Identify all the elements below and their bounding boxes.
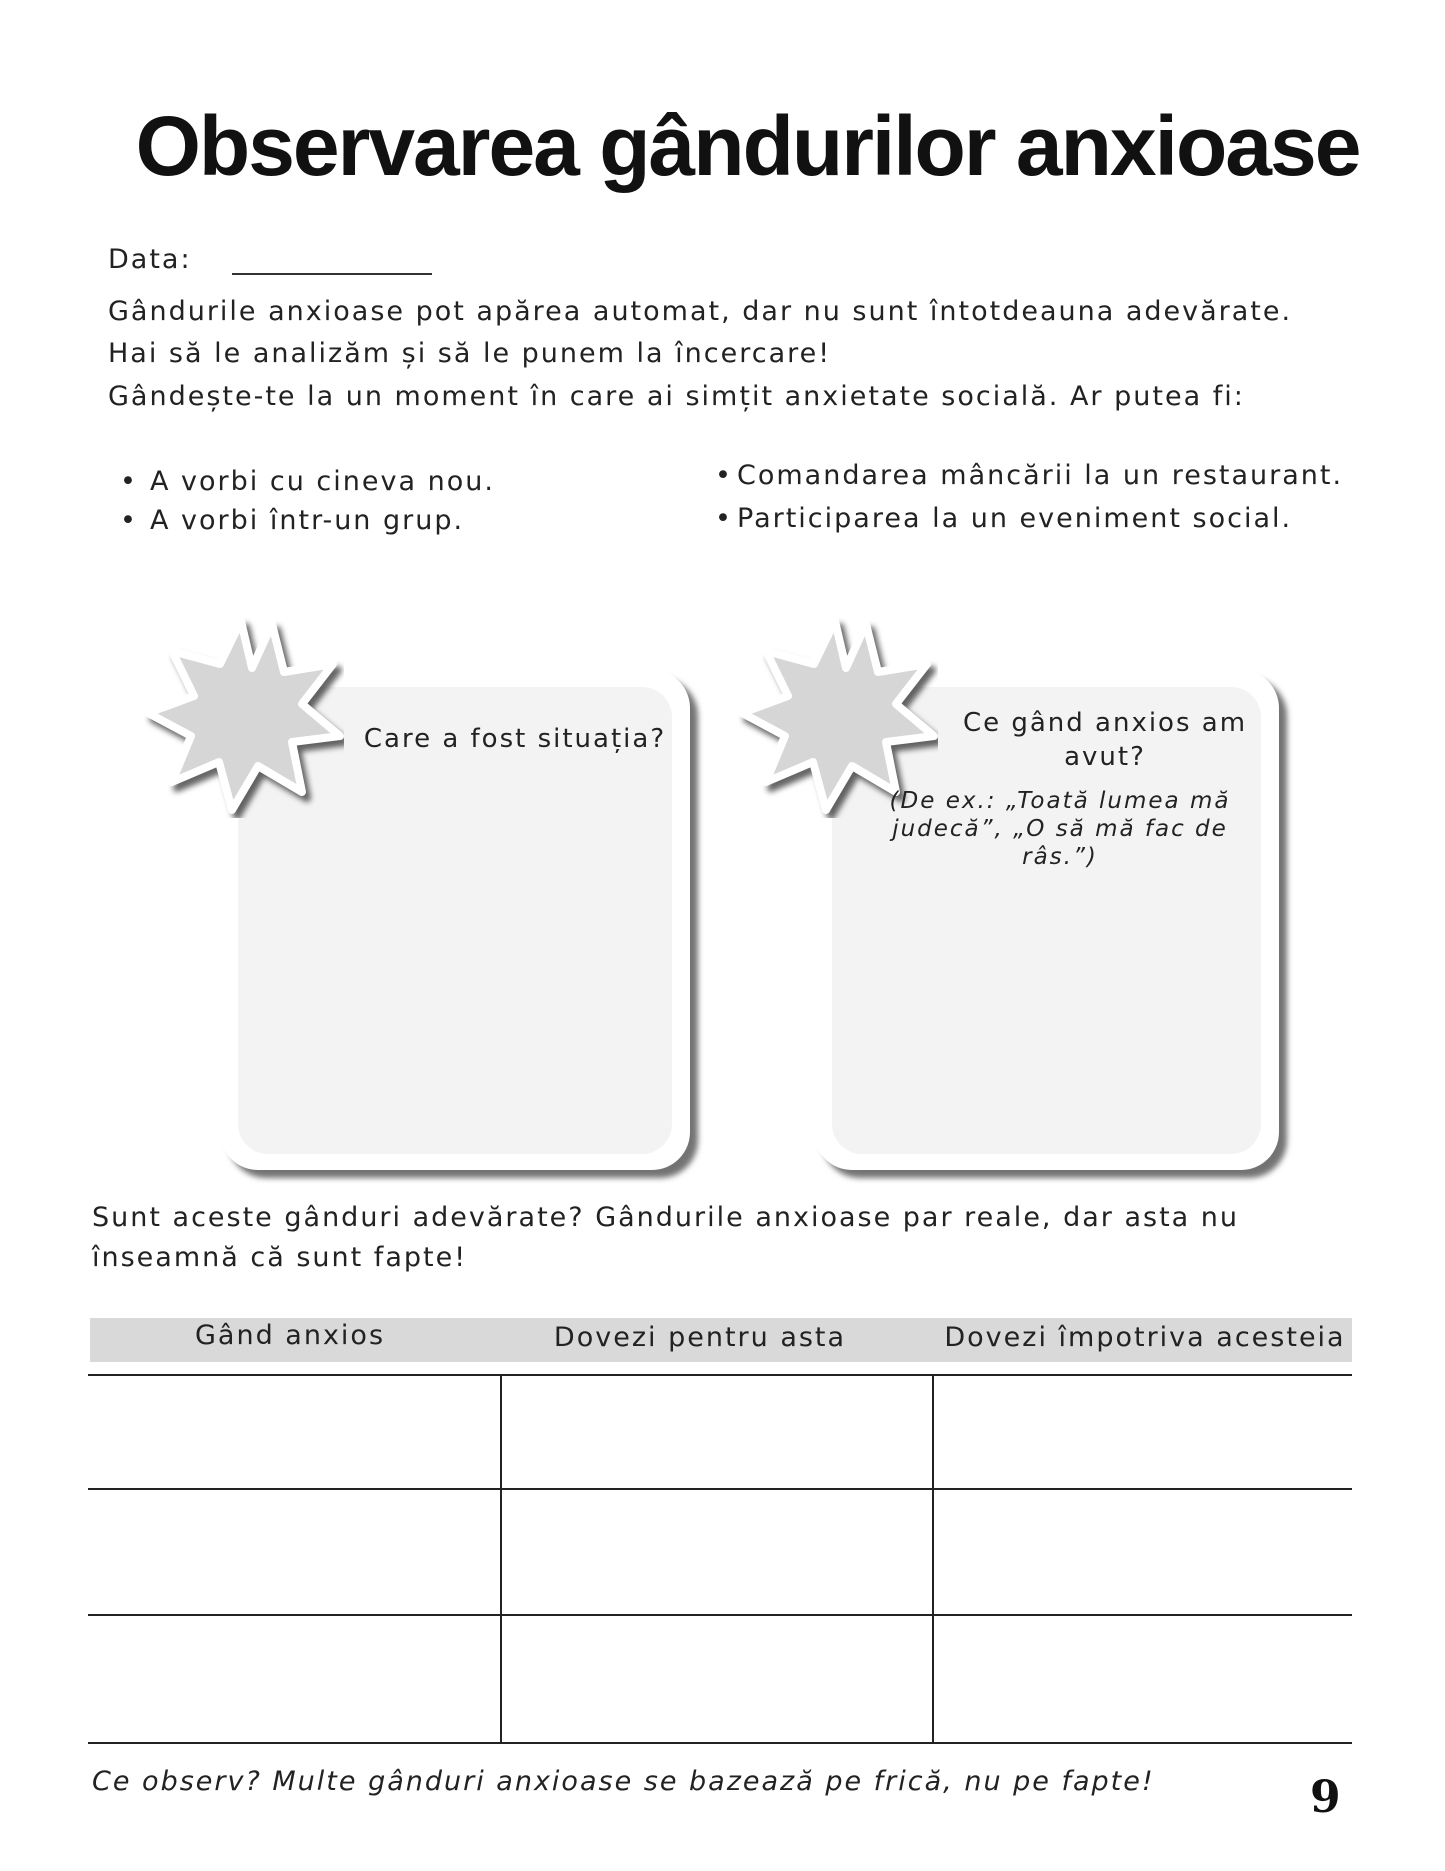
starburst-icon — [144, 618, 344, 818]
bullet-item: • A vorbi într-un grup. — [150, 505, 464, 536]
bullet-item: • A vorbi cu cineva nou. — [150, 466, 495, 497]
bullet-item: • Participarea la un eveniment social. — [737, 503, 1292, 534]
table-header-anxious-thought: Gând anxios — [194, 1320, 386, 1351]
date-label: Data: — [108, 244, 192, 275]
table-row-divider — [88, 1742, 1352, 1744]
page-number: 9 — [1310, 1772, 1341, 1823]
table-column-divider — [932, 1374, 934, 1742]
anxious-thought-card-label: Ce gând anxios am avut? — [962, 708, 1248, 772]
intro-line-1: Gândurile anxioase pot apărea automat, dar nu sunt întotdeauna adevărate. — [108, 296, 1293, 327]
page-title: Observarea gândurilor anxioase — [135, 99, 1360, 193]
intro-line-3: Gândește-te la un moment în care ai simțit anxietate socială. Ar putea fi: — [108, 381, 1245, 412]
table-row-divider — [88, 1374, 1352, 1376]
table-row-divider — [88, 1488, 1352, 1490]
question-paragraph: Sunt aceste gânduri adevărate? Gândurile anxioase par reale, dar asta nu înseamnă că sunt fapte! — [92, 1202, 1240, 1273]
table-header-evidence-for: Dovezi pentru asta — [553, 1322, 847, 1353]
footer-note: Ce observ? Multe gânduri anxioase se bazează pe frică, nu pe fapte! — [92, 1766, 1155, 1797]
bullet-item: • Comandarea mâncării la un restaurant. — [737, 460, 1343, 491]
date-field-line[interactable] — [232, 273, 432, 275]
table-row-divider — [88, 1614, 1352, 1616]
table-header-evidence-against: Dovezi împotriva acesteia — [944, 1322, 1346, 1353]
table-column-divider — [500, 1374, 502, 1742]
anxious-thought-example: (De ex.: „Toată lumea mă judecă”, „O să mă fac de râs.”) — [889, 788, 1231, 870]
intro-line-2: Hai să le analizăm și să le punem la încercare! — [108, 338, 832, 369]
situation-card-label: Care a fost situația? — [363, 724, 667, 754]
